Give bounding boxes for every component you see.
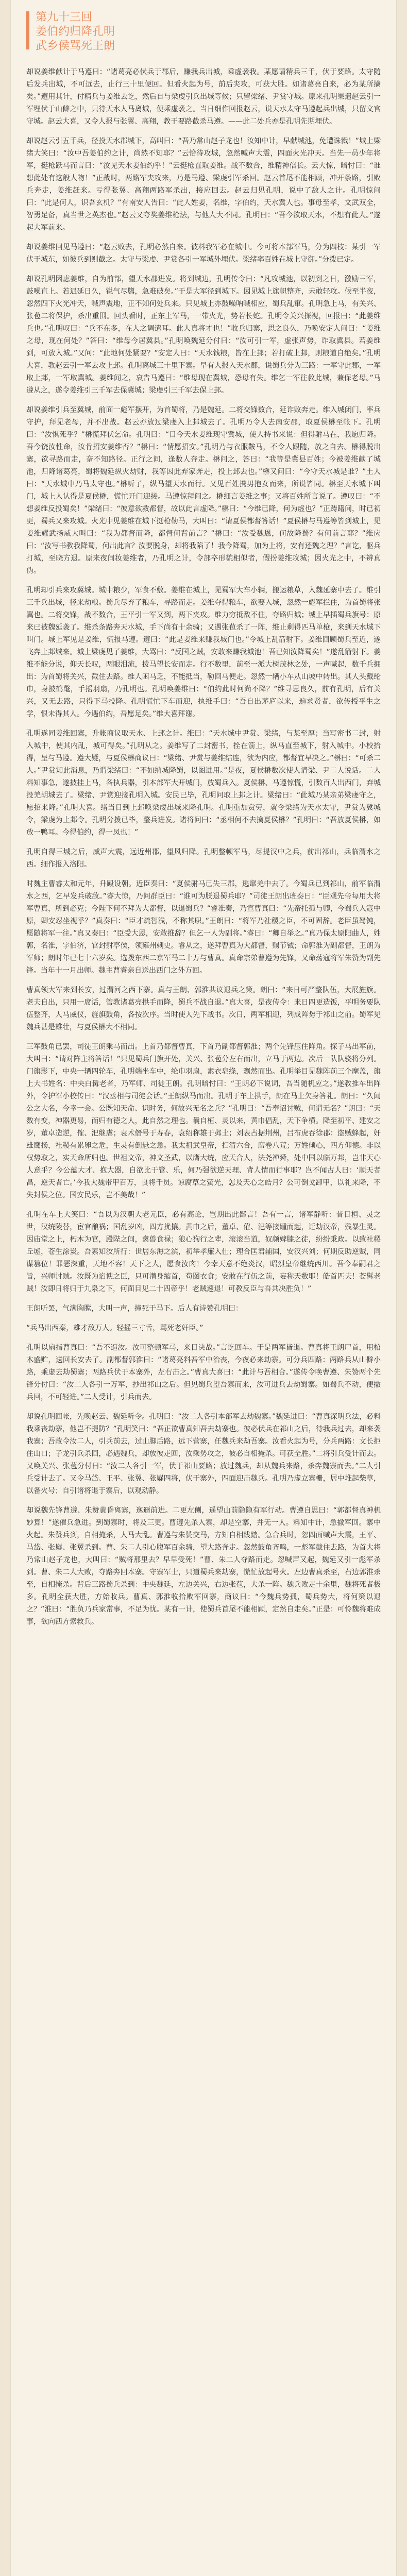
chapter-number: 第九十三回 — [36, 11, 93, 24]
chapter-titles — [36, 10, 115, 54]
paragraph: 却说孔明回帐，先唤赵云、魏延听令。孔明曰：“汝二人各引本部军去劫魏寨。”魏延进曰：“曹真深明兵法，必料我乘丧劫寨，他岂不提防？”孔明笑曰：“吾正欲曹真知吾去劫寨也。彼必伏兵在祁山之后，待我兵过去，却来袭我寨；吾故令汝二人，引兵前去，过山脚后路，远下营寨，任魏兵来劫吾寨。汝看火起为号，分兵两路：文长拒住山口；子龙引兵杀回，必遇魏兵，却放彼走回，汝乘势攻之，彼必自相掩杀。可获全胜。”二将引兵受计而去。又唤关兴、张苞分付曰：“汝二人各引一军，伏于祁山要路；放过魏兵，却从魏兵来路，杀奔魏寨而去。”二人引兵受计去了。又令马岱、王平、张翼、张嶷四将，伏于寨外，四面迎击魏兵。孔明乃虚立寨栅，居中堆起柴草，以备火号；自引诸将退于寨后，以观动静。 — [26, 1413, 381, 1495]
paragraph: 却说赵云引五千兵，径投天水郡城下，高叫曰：“吾乃常山赵子龙也！汝知中计，早献城池，免遭诛戮！”城上梁绪大笑曰：“汝中吾姜伯约之计，尚然不知耶？”云恰待攻城，忽然喊声大震，四面火光冲天。当先一员少年将军，挺枪跃马而言曰：“汝见天水姜伯约乎！”云挺枪直取姜维。战不数合，维精神倍长。云大惊，暗忖曰：“谁想此处有这般人物！”正战时，两路军夹攻来，乃是马遵、梁虔引军杀回。赵云首尾不能相顾，冲开条路，引败兵奔走，姜维赶来。亏得张翼、高翔两路军杀出，接应回去。赵云归见孔明，说中了敌人之计。孔明惊问曰：“此是何人，识吾玄机？”有南安人告曰：“此人姓姜，名维，字伯约，天水冀人也。事母至孝，文武双全，智勇足备，真当世之英杰也。”赵云又夸奖姜维枪法，与他人大不同。孔明曰：“吾今欲取天水，不想有此人。”遂起大军前来。 — [26, 137, 381, 232]
paragraph: 孔明遂同姜维回寨，升帐商议取天水、上邽之计。维曰：“天水城中尹赏、梁绪，与某至厚；当写密书二封，射入城中，使其内乱，城可得矣。”孔明从之。姜维写了二封密书，拴在箭上，纵马直至城下，射入城中。小校拾得，呈与马遵。遵大疑，与夏侯楙商议曰：“梁绪、尹赏与姜维结连，欲为内应，都督宜早决之。”楙曰：“可杀二人。”尹赏知此消息，乃谓梁绪曰：“不如纳城降蜀，以图进用。”是夜，夏侯楙数次使人请梁、尹二人说话。二人料知事急，遂披挂上马，各执兵器，引本部军大开城门，放蜀兵入。夏侯楙、马遵惊慌，引数百人出西门，弃城投羌胡城去了。梁绪、尹赏迎接孔明入城。安民已毕，孔明问取上邽之计。梁绪曰：“此城乃某亲弟梁虔守之，愿招来降。”孔明大喜。绪当日到上邽唤梁虔出城来降孔明。孔明重加赏劳，就令梁绪为天水太守，尹赏为冀城令，梁虔为上邽令。孔明分拨已毕，整兵进发。诸将问曰：“丞相何不去擒夏侯楙？”孔明曰：“吾放夏侯楙，如放一鸭耳。今得伯约，得一凤也！” — [26, 730, 381, 837]
paragraph: 三军鼓角已罢，司徒王朗乘马而出。上首乃都督曹真，下首乃副都督郭淮；两个先锋压住阵角。探子马出军前，大叫曰：“请对阵主将答话！”只见蜀兵门旗开处，关兴、张苞分左右而出，立马于两边。次后一队队骁将分列。门旗影下，中央一辆四轮车，孔明端坐车中，纶巾羽扇，素衣皂绦，飘然而出。孔明举目见魏阵前三个麾盖，旗上大书姓名：中央白髯老者，乃军师、司徒王朗。孔明暗忖曰：“王朗必下说词，吾当随机应之。”遂教推车出阵外，令护军小校传曰：“汉丞相与司徒会话。”王朗纵马而出。孔明于车上拱手，朗在马上欠身答礼。朗曰：“久闻公之大名，今幸一会。公既知天命、识时务，何故兴无名之兵？”孔明曰：“吾奉诏讨贼，何谓无名？”朗曰：“天数有变，神器更易，而归有德之人，此自然之理也。曩自桓、灵以来，黄巾倡乱，天下争横。降至初平、建安之岁，董卓造逆，傕、汜继虐；袁术僭号于寿春，袁绍称雄于邺土；刘表占据荆州，吕布虎吞徐郡：盗贼蜂起，奸雄鹰扬，社稷有累卵之危，生灵有倒悬之急。我太祖武皇帝，扫清六合，席卷八荒；万姓倾心，四方仰德。非以权势取之，实天命所归也。世祖文帝，神文圣武，以膺大统，应天合人，法尧禅舜，处中国以临万邦，岂非天心人意乎？今公蕴大才、抱大器，自欲比于管、乐，何乃强欲逆天理、背人情而行事耶？岂不闻古人曰：‘顺天者昌，逆天者亡。’今我大魏带甲百万，良将千员。谅腐草之萤光，怎及天心之皓月？公可倒戈卸甲，以礼来降，不失封侯之位。国安民乐，岂不美哉！” — [26, 1043, 381, 1199]
paragraph: 孔明自得三城之后，威声大震，远近州郡，望风归降。孔明整顿军马，尽提汉中之兵，前出祁山，兵临渭水之西。细作报入洛阳。 — [26, 848, 381, 869]
paragraph: 曹真领大军来到长安，过渭河之西下寨。真与王朗、郭淮共议退兵之策。朗曰：“来日可严整队伍，大展旌旗。老夫自出，只用一席话，管教诸葛亮拱手而降，蜀兵不战自退。”真大喜，是夜传令：来日四更造饭，平明务要队伍整齐，人马威仪，旌旗鼓角，各按次序。当时使人先下战书。次日，两军相迎，列成阵势于祁山之前。蜀军见魏兵甚是雄壮，与夏侯楙大不相同。 — [26, 986, 381, 1031]
poem-line: “兵马出西秦，雄才敌万人。轻摇三寸舌，骂死老奸臣。” — [26, 1324, 204, 1332]
reader-page — [10, 0, 397, 2576]
paragraph: 孔明却引兵来攻冀城。城中粮少，军食不敷。姜维在城上，见蜀军大车小辆，搬运粮草，入魏延寨中去了。维引三千兵出城，径来劫粮。蜀兵尽弃了粮车，寻路而走。姜维夺得粮车，欲要入城，忽然一彪军拦住，为首蜀将张翼也。二将交锋，战不数合，王平引一军又到，两下夹攻。维力穷抵敌不住，夺路归城；城上早插蜀兵旗号：原来已被魏延袭了。维杀条路奔天水城，手下尚有十余骑；又遇张苞杀了一阵，维止剩得匹马单枪，来到天水城下叫门。城上军见是姜维，慌报马遵。遵曰：“此是姜维来赚我城门也。”令城上乱箭射下。姜维回顾蜀兵至近，遂飞奔上邽城来。城上梁虔见了姜维，大骂曰：“反国之贼，安敢来赚我城池！吾已知汝降蜀矣！”遂乱箭射下。姜维不能分说，仰天长叹，两眼泪流，拨马望长安而走。行不数里，前至一派大树茂林之处，一声喊起，数千兵拥出：为首蜀将关兴，截住去路。维人困马乏，不能抵当，勒回马便走。忽然一辆小车从山坡中转出。其人头戴纶巾，身披鹤氅，手摇羽扇，乃孔明也。孔明唤姜维曰：“伯约此时何尚不降？”维寻思良久，前有孔明，后有关兴，又无去路，只得下马投降。孔明慌忙下车而迎，执维手曰：“吾自出茅庐以来，遍求贤者，欲传授平生之学，恨未得其人。今遇伯约，吾愿足矣。”维大喜拜谢。 — [26, 586, 381, 718]
paragraph: 却说孔明因虑姜维，自为前部，望天水郡进发。将到城边，孔明传令曰：“凡攻城池，以初到之日，激励三军，鼓噪直上。若迟延日久，锐气尽隳，急难破矣。”于是大军径到城下。因见城上旗帜整齐，未敢轻攻。候至半夜，忽然四下火光冲天，喊声震地，正不知何处兵来。只见城上亦鼓噪呐喊相应，蜀兵乱窜。孔明急上马，有关兴、张苞二将保护，杀出重围。回头看时，正东上军马，一带火光，势若长蛇。孔明令关兴探视，回报曰：“此姜维兵也。”孔明叹曰：“兵不在多，在人之调遣耳。此人真将才也！”收兵归寨，思之良久，乃唤安定人问曰：“姜维之母，现在何处？”答曰：“维母今居冀县。”孔明唤魏延分付曰：“汝可引一军，虚张声势，诈取冀县。若姜维到，可放入城。”又问：“此地何处紧要？”安定人曰：“天水钱粮，皆在上邽；若打破上邽，则粮道自绝矣。”孔明大喜，教赵云引一军去攻上邽。孔明离城三十里下寨。早有人报入天水郡，说蜀兵分为三路：一军守此郡，一军取上邽，一军取冀城。姜维闻之，哀告马遵曰：“维母现在冀城，恐母有失。维乞一军往救此城，兼保老母。”马遵从之，遂令姜维引三千军去保冀城；梁虔引三千军去保上邽。 — [26, 275, 381, 395]
paragraph: 孔明在车上大笑曰：“吾以为汉朝大老元臣，必有高论，岂期出此鄙言！吾有一言，诸军静听：昔日桓、灵之世，汉统陵替，宦官酿祸；国乱岁凶，四方扰攘。黄巾之后，董卓、傕、汜等接踵而起，迁劫汉帝，残暴生灵。因庙堂之上，朽木为官，殿陛之间，禽兽食禄；狼心狗行之辈，滚滚当道，奴颜婢膝之徒，纷纷秉政。以致社稷丘墟，苍生涂炭。吾素知汝所行：世居东海之滨，初举孝廉入仕；理合匡君辅国，安汉兴刘；何期反助逆贼，同谋篡位！罪恶深重，天地不容！天下之人，愿食汝肉！今幸天意不绝炎汉，昭烈皇帝继统西川。吾今奉嗣君之旨，兴师讨贼。汝既为谄谀之臣，只可潜身缩首，苟图衣食；安敢在行伍之前，妄称天数耶！皓首匹夫！苍髯老贼！汝即日将归于九泉之下，何面目见二十四帝乎！老贼速退！可教反臣与吾共决胜负！” — [26, 1211, 381, 1293]
paragraph: 孔明以扇指曹真曰：“吾不逼汝。汝可整顿军马，来日决战。”言讫回车。于是两军皆退。曹真将王朗尸首，用棺木盛贮，送回长安去了。副都督郭淮曰：“诸葛亮料吾军中治丧，今夜必来劫寨。可分兵四路：两路兵从山僻小路，乘虚去劫蜀寨；两路兵伏于本寨外，左右击之。”曹真大喜曰：“此计与吾相合。”遂传令唤曹遵、朱赞两个先锋分付曰：“汝二人各引一万军，抄出祁山之后。但见蜀兵望吾寨而来，汝可进兵去劫蜀寨。如蜀兵不动，便撤兵回，不可轻进。”二人受计，引兵而去。 — [26, 1344, 381, 1401]
paragraph: 却说姜维引兵至冀城，前面一彪军摆开，为首蜀将，乃是魏延。二将交锋数合，延诈败奔走。维入城闭门，率兵守护，拜见老母，并不出战。赵云亦放过梁虔入上邽城去了。孔明乃令人去南安郡，取夏侯楙至帐下。孔明曰：“汝惧死乎？”楙慌拜伏乞命。孔明曰：“目今天水姜维现守冀城，使人持书来说：但得驸马在，我愿归降。吾今饶汝性命，汝肯招安姜维否？”楙曰：“情愿招安。”孔明乃与衣服鞍马，不令人跟随，放之自去。楙得脱出寨，欲寻路而走，奈不知路径。正行之间，逢数人奔走。楙问之，答曰：“我等是冀县百姓；今被姜维献了城池，归降诸葛亮，蜀将魏延纵火劫财，我等因此弃家奔走，投上邽去也。”楙又问曰：“今守天水城是谁？”土人曰：“天水城中乃马太守也。”楙听了，纵马望天水而行。又见百姓携男抱女而来，所说皆同。楙至天水城下叫门，城上人认得是夏侯楙，慌忙开门迎接。马遵惊拜问之。楙细言姜维之事；又将百姓所言说了。遵叹曰：“不想姜维反投蜀矣！”梁绪曰：“彼意欲救都督，故以此言虚降。”楙曰：“今维已降，何为虚也？”正踌躇间，时已初更，蜀兵又来攻城。火光中见姜维在城下挺枪勒马，大叫曰：“请夏侯都督答话！”夏侯楙与马遵等皆到城上，见姜维耀武扬威大叫曰：“我为都督而降，都督何背前言？”楙曰：“汝受魏恩，何故降蜀？有何前言耶？”维应曰：“汝写书教我降蜀，何出此言？汝要脱身，却将我陷了！我今降蜀，加为上将，安有还魏之理？”言讫，驱兵打城，至晓方退。原来夜间妆姜维者，乃孔明之计，令部卒形貌相似者，假扮姜维攻城；因火光之中，不辨真伪。 — [26, 406, 381, 575]
paragraph: 却说姜维回见马遵曰：“赵云败去，孔明必然自来。彼料我军必在城中。今可将本部军马，分为四枝：某引一军伏于城东，如彼兵到则截之。太守与梁虔、尹赏各引一军城外埋伏。梁绪率百姓在城上守御。”分拨已定。 — [26, 243, 381, 264]
paragraph: 王朗听罢，气满胸膛，大叫一声，撞死于马下。后人有诗赞孔明曰： — [26, 1304, 243, 1313]
chapter-title-line-1: 姜伯约归降孔明 — [36, 25, 115, 38]
accent-bar — [26, 11, 29, 49]
paragraph: 却说魏先锋曹遵、朱赞黄昏离寨，迤逦前进。二更左侧，遥望山前隐隐有军行动。曹遵自思曰：“郭都督真神机妙算！”遂催兵急进。到蜀寨时，将及三更。曹遵先杀入寨，却是空寨，并无一人。料知中计，急撤军回。寨中火起。朱赞兵到，自相掩杀，人马大乱。曹遵与朱赞交马，方知自相践踏。急合兵时，忽四面喊声大震，王平、马岱、张嶷、张翼杀到。曹、朱二人引心腹军百余骑，望大路奔走。忽然鼓角齐鸣，一彪军截住去路，为首大将乃常山赵子龙也，大叫曰：“贼将那里去？早早受死！”曹、朱二人夺路而走。忽喊声又起，魏延又引一彪军杀到。曹、朱二人大败，夺路奔回本寨。守寨军士，只道蜀兵来劫寨，慌忙放起号火。左边曹真杀至，右边郭淮杀至，自相掩杀。背后三路蜀兵杀到：中央魏延，左边关兴，右边张苞，大杀一阵。魏兵败走十余里，魏将死者极多。孔明全获大胜，方始收兵。曹真、郭淮收拾败军回寨，商议曰：“今魏兵势孤，蜀兵势大，将何策以退之？”淮曰：“胜负乃兵家常事，不足为忧。某有一计，使蜀兵首尾不能相顾，定然自走矣。”正是：可怜魏将难成事，欲向西方索救兵。 — [26, 1506, 381, 1626]
chapter-content — [26, 66, 381, 1628]
paragraph: 却说姜维献计于马遵曰：“诸葛亮必伏兵于郡后，赚我兵出城，乘虚袭我。某愿请精兵三千，伏于要路。太守随后发兵出城，不可远去，止行三十里便回。但看火起为号，前后夹攻，可获大胜。如诸葛亮自来，必为某所擒矣。”遵用其计，付精兵与姜维去讫，然后自与梁虔引兵出城等候；只留梁绪、尹赏守城。原来孔明果遣赵云引一军埋伏于山僻之中，只待天水人马离城，便乘虚袭之。当日细作回报赵云，说天水太守马遵起兵出城，只留文官守城。赵云大喜，又令人报与张翼、高翔，教于要路截杀马遵。——此二处兵亦是孔明先期埋伏。 — [26, 68, 381, 126]
paragraph: 时魏主曹睿太和元年，升殿设朝。近臣奏曰：“夏侯驸马已失三郡，逃窜羌中去了。今蜀兵已到祁山，前军临渭水之西，乞早发兵破敌。”睿大惊，乃问群臣曰：“谁可为朕退蜀兵耶？”司徒王朗出班奏曰：“臣观先帝每用大将军曹真，所到必克；今陛下何不拜为大都督，以退蜀兵？”睿准奏，乃宣曹真曰：“先帝托孤与卿，今蜀兵入寇中原，卿安忍坐视乎？”真奏曰：“臣才疏智浅，不称其职。”王朗曰：“将军乃社稷之臣，不可固辞。老臣虽驽钝，愿随将军一往。”真又奏曰：“臣受大恩，安敢推辞？但乞一人为副将。”睿曰：“卿自举之。”真乃保太原阳曲人，姓郭，名淮，字伯济，官封射亭侯，领雍州刺史。睿从之，遂拜曹真为大都督，赐节钺；命郭淮为副都督，王朗为军师；朗时年已七十六岁矣。选拨东西二京军马二十万与曹真。真命宗弟曹遵为先锋，又命荡寇将军朱赞为副先锋。当年十一月出师。魏主曹睿亲自送出西门之外方回。 — [26, 880, 381, 975]
chapter-title-line-2: 武乡侯骂死王朗 — [36, 40, 115, 53]
chapter-header — [26, 10, 381, 54]
